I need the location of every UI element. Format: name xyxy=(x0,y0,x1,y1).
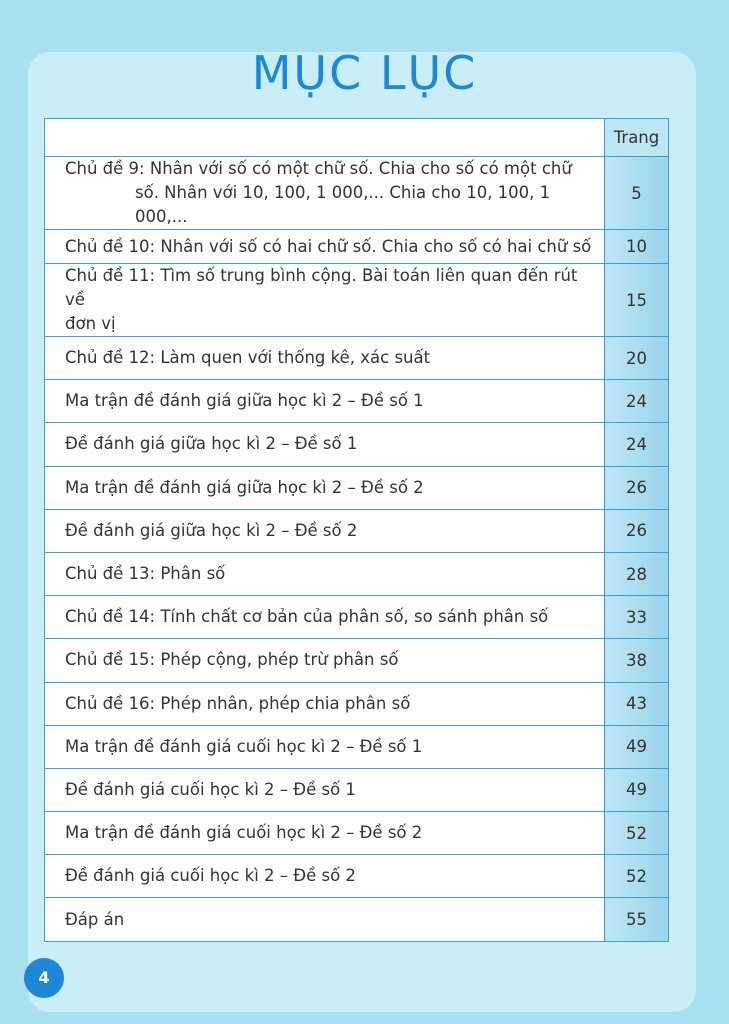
toc-entry-page: 43 xyxy=(605,682,669,725)
toc-entry-title: Chủ đề 14: Tính chất cơ bản của phân số, so sánh phân số xyxy=(45,596,605,639)
toc-row xyxy=(45,230,669,264)
toc-row xyxy=(45,552,669,595)
toc-row xyxy=(45,898,669,941)
toc-entry-page: 28 xyxy=(605,552,669,595)
toc-entry-page: 52 xyxy=(605,812,669,855)
toc-entry-title: Đề đánh giá cuối học kì 2 – Đề số 1 xyxy=(45,768,605,811)
toc-entry-line1: Chủ đề 9: Nhân với số có một chữ số. Chia cho số có một chữ xyxy=(65,159,572,178)
toc-header-blank xyxy=(45,119,605,157)
toc-row xyxy=(45,157,669,230)
toc-entry-title: Đề đánh giá cuối học kì 2 – Đề số 2 xyxy=(45,855,605,898)
toc-entry-title: Chủ đề 13: Phân số xyxy=(45,552,605,595)
toc-entry-title: Ma trận đề đánh giá cuối học kì 2 – Đề số 1 xyxy=(45,725,605,768)
toc-entry-title: Chủ đề 12: Làm quen với thống kê, xác suất xyxy=(45,337,605,380)
toc-entry-page: 38 xyxy=(605,639,669,682)
toc-entry-page: 49 xyxy=(605,725,669,768)
toc-row xyxy=(45,725,669,768)
toc-row xyxy=(45,509,669,552)
toc-entry-title: Chủ đề 10: Nhân với số có hai chữ số. Chia cho số có hai chữ số xyxy=(45,230,605,264)
toc-entry-line2: số. Nhân với 10, 100, 1 000,... Chia cho 10, 100, 1 000,... xyxy=(135,183,551,226)
toc-entry-page: 55 xyxy=(605,898,669,941)
toc-entry-page: 24 xyxy=(605,380,669,423)
toc-entry-page: 10 xyxy=(605,230,669,264)
toc-entry-page: 26 xyxy=(605,509,669,552)
toc-entry-page: 20 xyxy=(605,337,669,380)
toc-entry-page: 52 xyxy=(605,855,669,898)
toc-entry-page: 33 xyxy=(605,596,669,639)
toc-entry-page: 26 xyxy=(605,466,669,509)
toc-row xyxy=(45,682,669,725)
toc-row xyxy=(45,768,669,811)
toc-header-row xyxy=(45,119,669,157)
toc-entry-title: Ma trận đề đánh giá giữa học kì 2 – Đề số 2 xyxy=(45,466,605,509)
toc-row xyxy=(45,812,669,855)
toc-row xyxy=(45,380,669,423)
toc-row xyxy=(45,423,669,466)
toc-entry-page: 5 xyxy=(605,157,669,230)
toc-entry-title xyxy=(45,264,605,337)
toc-entry-title xyxy=(45,157,605,230)
toc-row xyxy=(45,596,669,639)
page-number-badge: 4 xyxy=(24,958,64,998)
page-column-header: Trang xyxy=(605,119,669,157)
toc-entry-page: 24 xyxy=(605,423,669,466)
toc-row xyxy=(45,639,669,682)
toc-row xyxy=(45,264,669,337)
toc-entry-title: Đề đánh giá giữa học kì 2 – Đề số 1 xyxy=(45,423,605,466)
toc-entry-line2: đơn vị xyxy=(65,314,116,333)
toc-entry-line1: Chủ đề 11: Tìm số trung bình cộng. Bài toán liên quan đến rút về xyxy=(65,266,578,309)
toc-entry-title: Đáp án xyxy=(45,898,605,941)
toc-row xyxy=(45,855,669,898)
toc-entry-title: Đề đánh giá giữa học kì 2 – Đề số 2 xyxy=(45,509,605,552)
toc-entry-title: Ma trận đề đánh giá giữa học kì 2 – Đề số 1 xyxy=(45,380,605,423)
toc-entry-title: Chủ đề 15: Phép cộng, phép trừ phân số xyxy=(45,639,605,682)
toc-row xyxy=(45,466,669,509)
toc-entry-title: Chủ đề 16: Phép nhân, phép chia phân số xyxy=(45,682,605,725)
toc-row xyxy=(45,337,669,380)
toc-entry-title: Ma trận đề đánh giá cuối học kì 2 – Đề số 2 xyxy=(45,812,605,855)
toc-entry-page: 49 xyxy=(605,768,669,811)
toc-entry-page: 15 xyxy=(605,264,669,337)
table-of-contents xyxy=(44,118,669,942)
page-title: MỤC LỤC xyxy=(251,46,478,100)
